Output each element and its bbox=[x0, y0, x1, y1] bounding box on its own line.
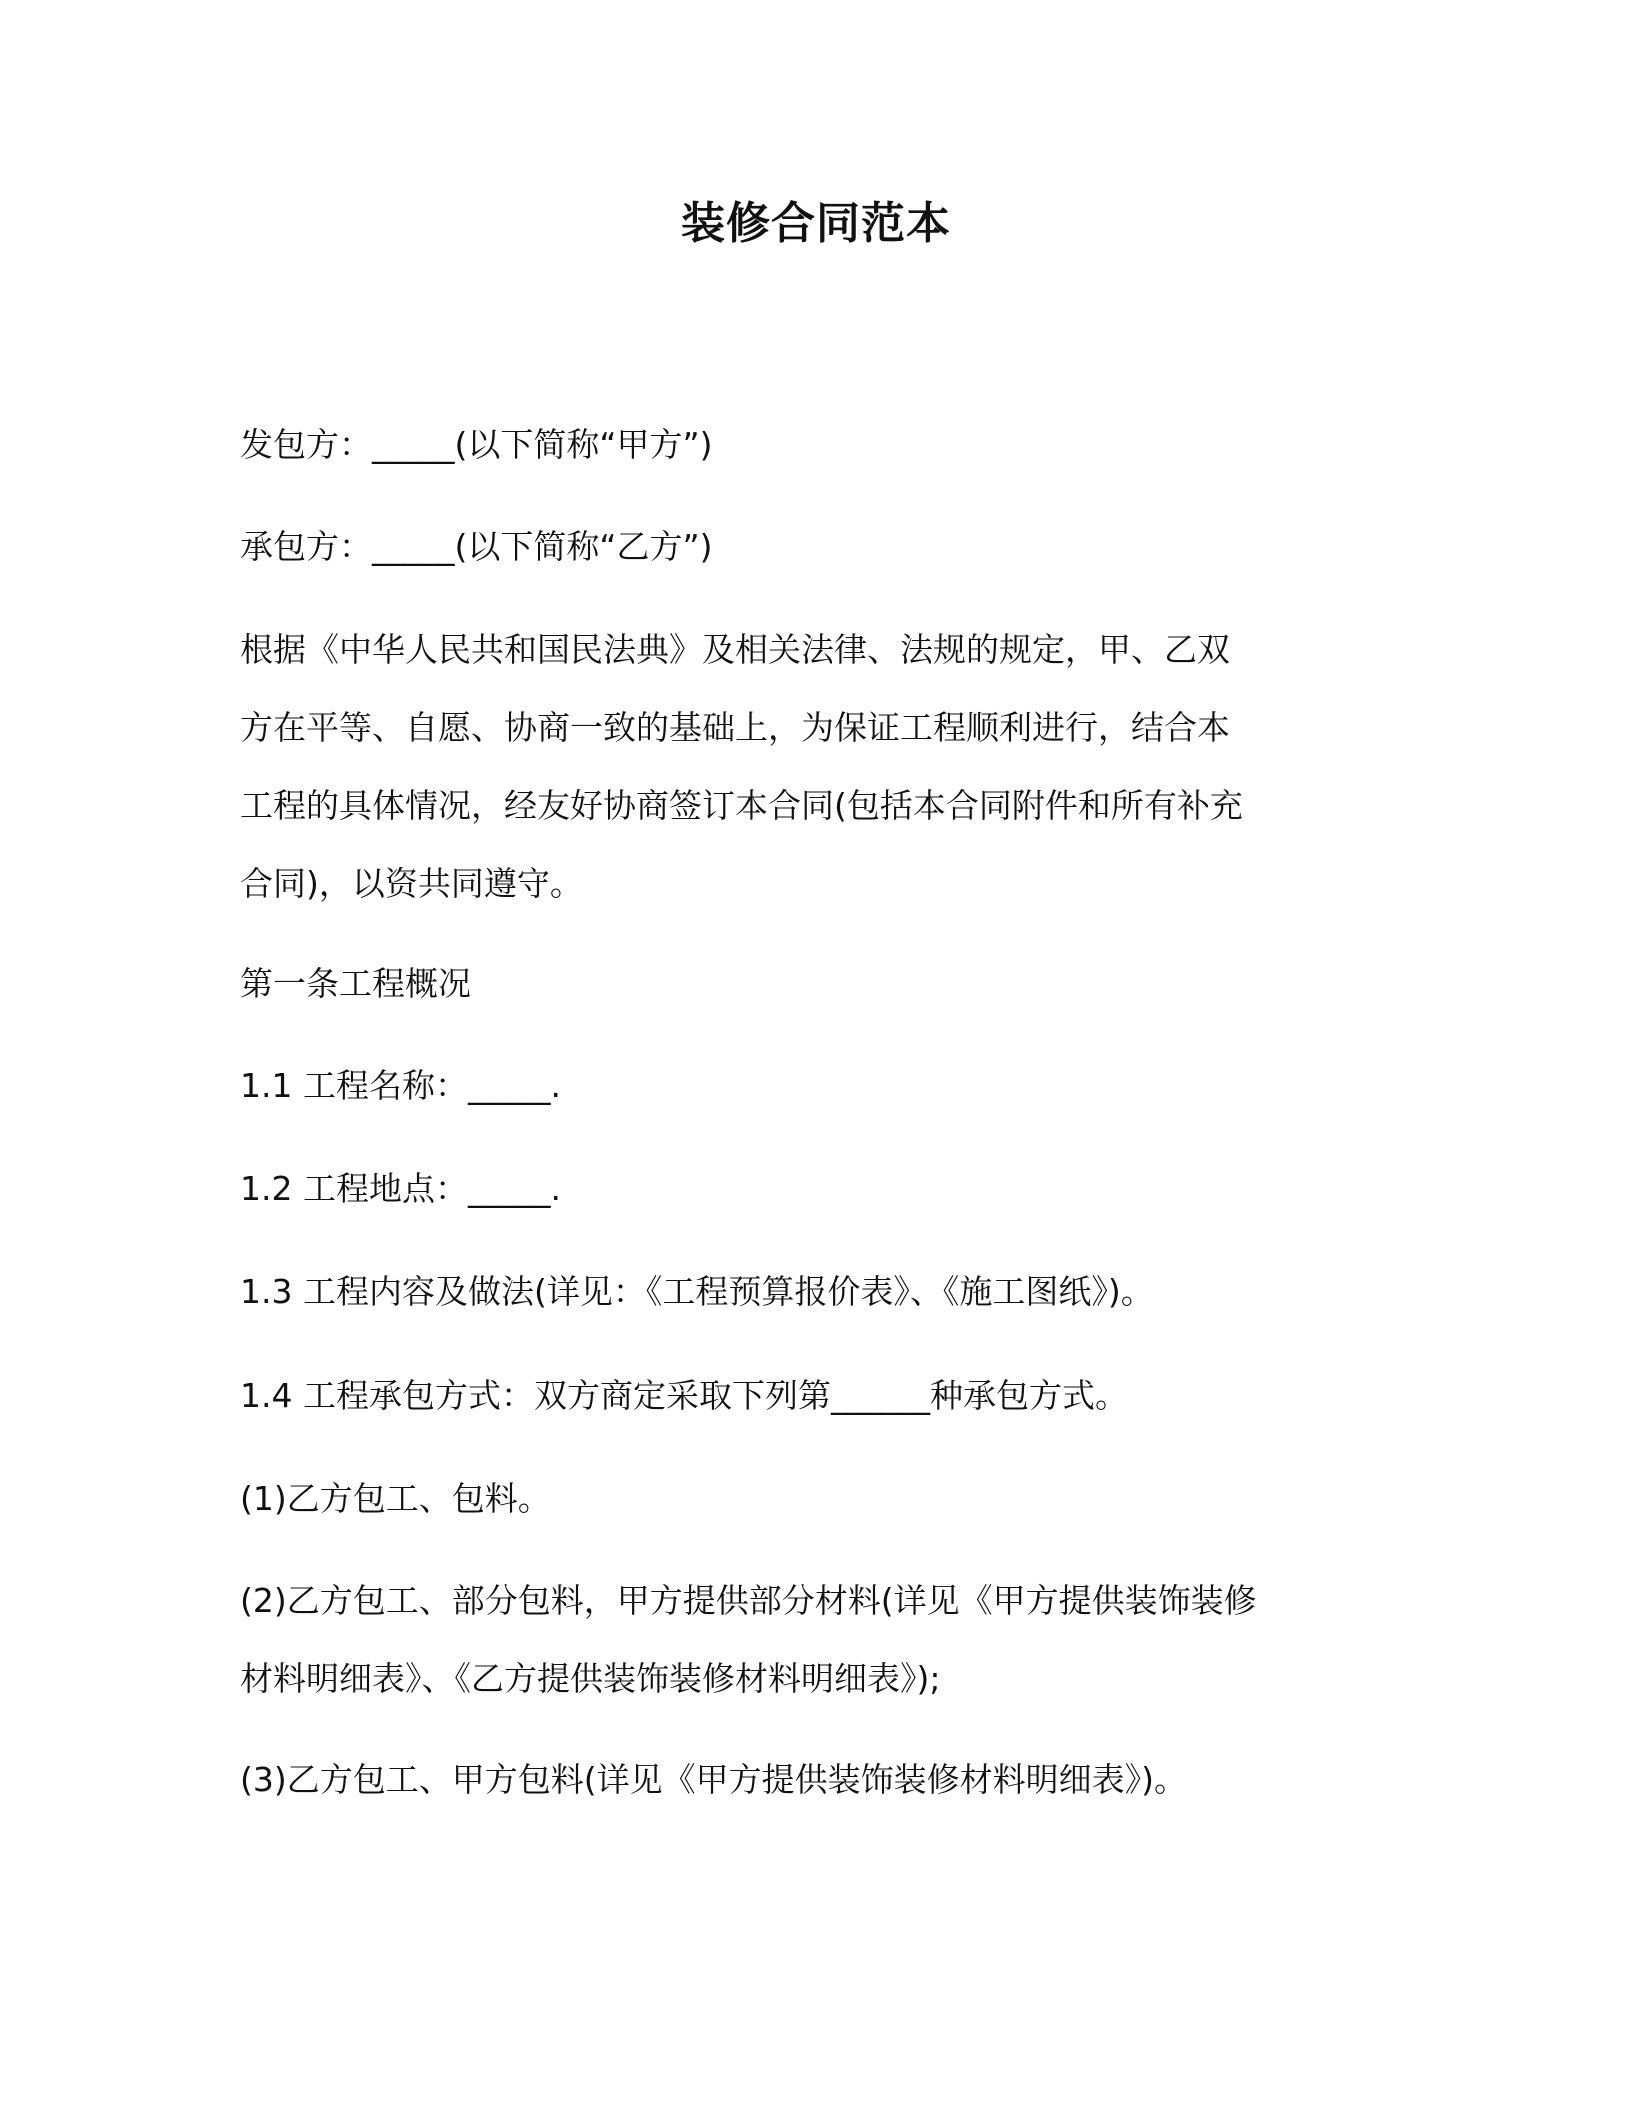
option-2-line: (2)乙方包工、部分包料，甲方提供部分材料(详见《甲方提供装饰装修 bbox=[240, 1581, 1257, 1620]
clause-1-1: 1.1 工程名称：_____. bbox=[240, 1066, 561, 1105]
party-b-line: 承包方：_____(以下简称“乙方”) bbox=[240, 527, 713, 566]
clause-1-3: 1.3 工程内容及做法(详见：《工程预算报价表》、《施工图纸》)。 bbox=[240, 1272, 1154, 1311]
clause-1-2: 1.2 工程地点：_____. bbox=[240, 1169, 561, 1208]
clause-1-4: 1.4 工程承包方式：双方商定采取下列第______种承包方式。 bbox=[240, 1376, 1128, 1415]
preamble-line: 根据《中华人民共和国民法典》及相关法律、法规的规定，甲、乙双 bbox=[240, 630, 1230, 669]
article-1-heading: 第一条工程概况 bbox=[240, 964, 471, 1003]
preamble-paragraph bbox=[240, 611, 1400, 923]
preamble-line: 方在平等、自愿、协商一致的基础上，为保证工程顺利进行，结合本 bbox=[240, 708, 1230, 747]
document-title: 装修合同范本 bbox=[681, 198, 951, 249]
party-a-line: 发包方：_____(以下简称“甲方”) bbox=[240, 425, 713, 464]
preamble-line: 工程的具体情况，经友好协商签订本合同(包括本合同附件和所有补充 bbox=[240, 786, 1243, 825]
preamble-line: 合同)，以资共同遵守。 bbox=[240, 864, 583, 903]
option-3: (3)乙方包工、甲方包料(详见《甲方提供装饰装修材料明细表》)。 bbox=[240, 1760, 1187, 1799]
option-2-line: 材料明细表》、《乙方提供装饰装修材料明细表》); bbox=[240, 1659, 941, 1698]
option-1: (1)乙方包工、包料。 bbox=[240, 1479, 551, 1518]
option-2-paragraph bbox=[240, 1562, 1400, 1718]
